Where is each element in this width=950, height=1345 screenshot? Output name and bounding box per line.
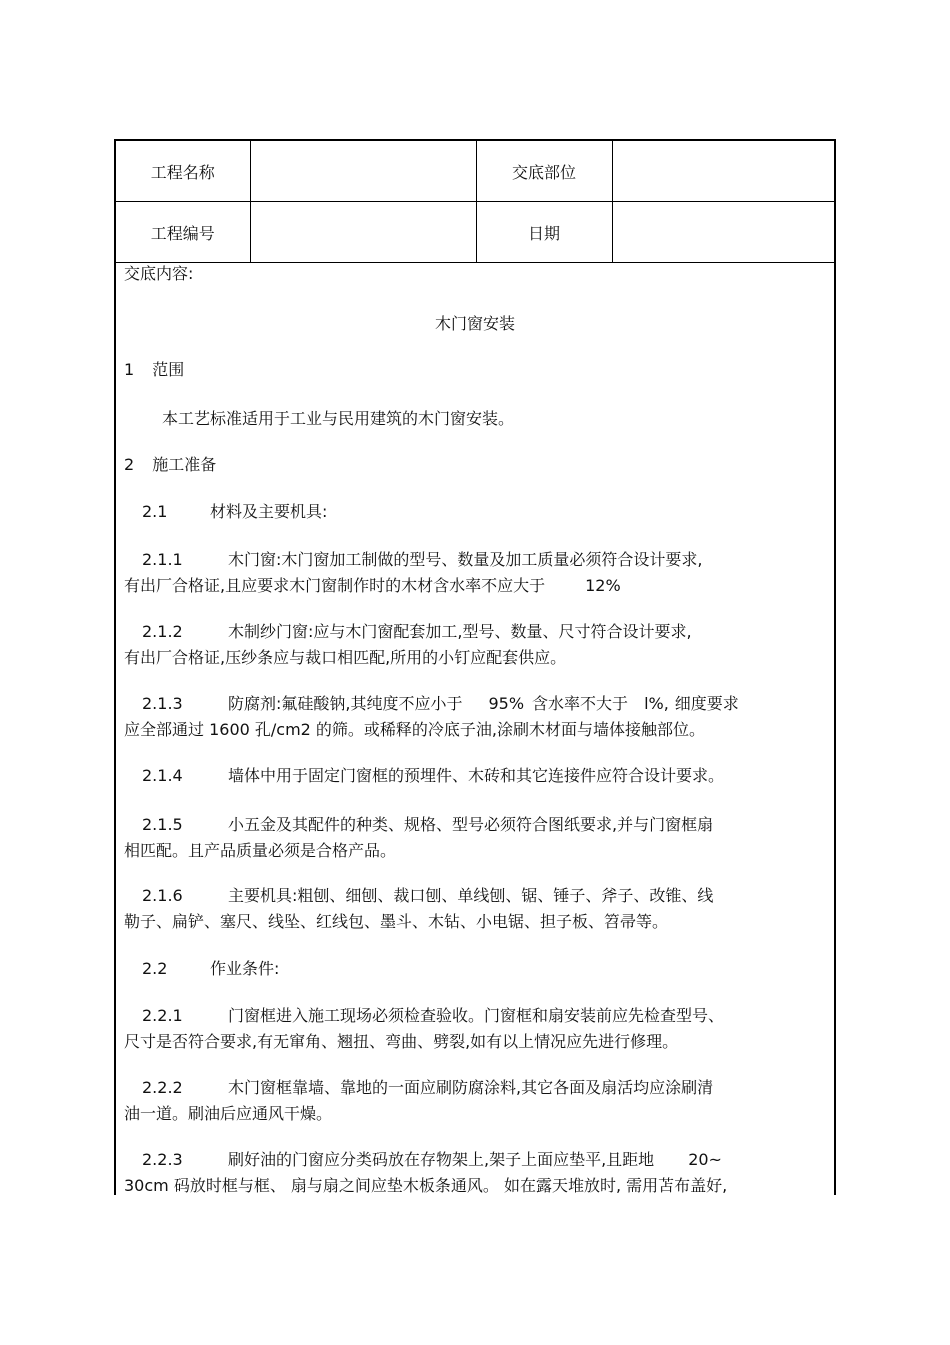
item-2-1-2-text: 木制纱门窗:应与木门窗配套加工,型号、数量、尺寸符合设计要求, bbox=[228, 622, 692, 641]
header-row-2 bbox=[116, 202, 834, 263]
section-2-heading bbox=[124, 455, 216, 475]
item-2-1-5-text: 小五金及其配件的种类、规格、型号必须符合图纸要求,并与门窗框扇 bbox=[228, 815, 714, 834]
handover-part-label: 交底部位 bbox=[476, 141, 612, 202]
height-range-value: 20~ bbox=[688, 1150, 722, 1169]
section-1-text: 本工艺标准适用于工业与民用建筑的木门窗安装。 bbox=[162, 409, 515, 428]
item-2-1-2-line-2: 有出厂合格证,压纱条应与裁口相匹配,所用的小钉应配套供应。 bbox=[124, 648, 567, 667]
content-heading: 交底内容: bbox=[124, 264, 194, 283]
item-2-2-3-text: 刷好油的门窗应分类码放在存物架上,架子上面应垫平,且距地 bbox=[228, 1150, 655, 1169]
section-1-title: 范围 bbox=[152, 360, 185, 379]
section-2-number: 2 bbox=[124, 455, 135, 474]
item-2-1-5-line-2: 相匹配。且产品质量必须是合格产品。 bbox=[124, 841, 397, 860]
header-table bbox=[116, 141, 834, 263]
item-2-2-1-text: 门窗框进入施工现场必须检查验收。门窗框和扇安装前应先检查型号、 bbox=[228, 1006, 725, 1025]
item-2-2-2-line-2: 油一道。刷油后应通风干燥。 bbox=[124, 1104, 333, 1123]
section-2-2-heading bbox=[142, 959, 279, 979]
item-2-2-3-number: 2.2.3 bbox=[142, 1150, 183, 1169]
item-2-1-4-text: 墙体中用于固定门窗框的预埋件、木砖和其它连接件应符合设计要求。 bbox=[228, 766, 725, 785]
section-2-1-number: 2.1 bbox=[142, 502, 168, 521]
date-field[interactable] bbox=[612, 202, 834, 263]
item-2-1-6-line-2: 勒子、扁铲、塞尺、线坠、红线包、墨斗、木钻、小电锯、担子板、笤帚等。 bbox=[124, 912, 669, 931]
item-2-1-6-text: 主要机具:粗刨、细刨、裁口刨、单线刨、锯、锤子、斧子、改锥、线 bbox=[228, 886, 714, 905]
item-2-1-1-text-cont: 有出厂合格证,且应要求木门窗制作时的木材含水率不应大于 bbox=[124, 576, 546, 595]
section-2-title: 施工准备 bbox=[152, 455, 217, 474]
item-2-2-2-text: 木门窗框靠墙、靠地的一面应刷防腐涂料,其它各面及扇活均应涂刷清 bbox=[228, 1078, 714, 1097]
document-title: 木门窗安装 bbox=[434, 314, 515, 333]
item-2-1-3-line-2: 应全部通过 1600 孔/cm2 的筛。或稀释的冷底子油,涂刷木材面与墙体接触部位。 bbox=[124, 720, 706, 739]
section-1-heading bbox=[124, 360, 184, 380]
item-2-2-1-line-2: 尺寸是否符合要求,有无窜角、翘扭、弯曲、劈裂,如有以上情况应先进行修理。 bbox=[124, 1032, 679, 1051]
item-2-1-2-number: 2.1.2 bbox=[142, 622, 183, 641]
item-2-2-2-line-1 bbox=[142, 1078, 713, 1098]
item-2-2-3-line-1 bbox=[142, 1150, 722, 1170]
item-2-1-3-text: 防腐剂:氟硅酸钠,其纯度不应小于 bbox=[228, 694, 463, 713]
purity-value: 95% bbox=[488, 694, 525, 713]
item-2-1-6-number: 2.1.6 bbox=[142, 886, 183, 905]
moisture-limit-value: l%, bbox=[644, 694, 669, 713]
section-2-2-number: 2.2 bbox=[142, 959, 168, 978]
project-name-label: 工程名称 bbox=[116, 141, 250, 202]
section-2-1-heading bbox=[142, 502, 327, 522]
header-row-1 bbox=[116, 141, 834, 202]
item-2-1-4-number: 2.1.4 bbox=[142, 766, 183, 785]
project-no-field[interactable] bbox=[250, 202, 476, 263]
item-2-2-3-line-2: 30cm 码放时框与框、 扇与扇之间应垫木板条通风。 如在露天堆放时, 需用苫布盖好, bbox=[124, 1176, 728, 1195]
item-2-1-2-line-1 bbox=[142, 622, 692, 642]
item-2-1-5-number: 2.1.5 bbox=[142, 815, 183, 834]
project-no-label: 工程编号 bbox=[116, 202, 250, 263]
item-2-1-3-moisture-label: 含水率不大于 bbox=[532, 694, 629, 713]
date-label: 日期 bbox=[476, 202, 612, 263]
item-2-1-1-line-1 bbox=[142, 550, 702, 570]
section-2-1-title: 材料及主要机具: bbox=[210, 502, 328, 521]
handover-sheet bbox=[114, 139, 836, 1195]
section-1-number: 1 bbox=[124, 360, 135, 379]
item-2-1-3-fineness-label: 细度要求 bbox=[674, 694, 739, 713]
item-2-1-1-line-2 bbox=[124, 576, 621, 596]
item-2-1-1-text: 木门窗:木门窗加工制做的型号、数量及加工质量必须符合设计要求, bbox=[228, 550, 703, 569]
section-2-2-title: 作业条件: bbox=[210, 959, 280, 978]
item-2-2-2-number: 2.2.2 bbox=[142, 1078, 183, 1097]
moisture-value: 12% bbox=[585, 576, 621, 595]
item-2-1-6-line-1 bbox=[142, 886, 713, 906]
item-2-1-3-number: 2.1.3 bbox=[142, 694, 183, 713]
item-2-1-4-line-1 bbox=[142, 766, 724, 786]
handover-part-field[interactable] bbox=[612, 141, 834, 202]
item-2-1-1-number: 2.1.1 bbox=[142, 550, 183, 569]
item-2-2-1-number: 2.2.1 bbox=[142, 1006, 183, 1025]
project-name-field[interactable] bbox=[250, 141, 476, 202]
item-2-1-5-line-1 bbox=[142, 815, 713, 835]
item-2-2-1-line-1 bbox=[142, 1006, 724, 1026]
item-2-1-3-line-1 bbox=[142, 694, 739, 714]
